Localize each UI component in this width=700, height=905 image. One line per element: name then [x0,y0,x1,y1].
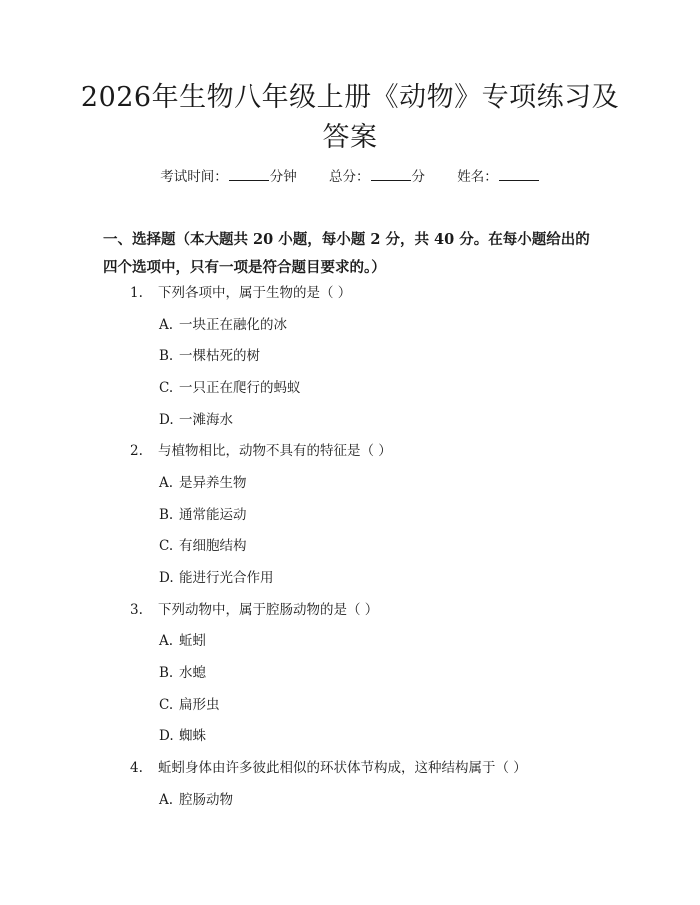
total-score-field [329,166,425,187]
section-heading: 一、选择题（本大题共 20 小题，每小题 2 分，共 40 分。在每小题给出的四个选项中，只有一项是符合题目要求的。） [103,231,590,276]
question-4 [130,758,527,778]
option-letter: B. [159,507,174,523]
question-3-option-b [159,663,206,683]
question-text: 下列各项中，属于生物的是（ ） [158,285,352,301]
total-score-blank [371,166,411,181]
question-1-option-c [159,378,301,398]
student-name-blank [499,166,539,181]
option-text: 扁形虫 [179,697,220,713]
student-name-field [457,166,540,187]
question-2 [130,441,392,461]
question-number: 2. [130,443,143,459]
option-letter: C. [159,538,174,554]
option-letter: C. [159,697,174,713]
option-letter: C. [159,380,174,396]
option-text: 有细胞结构 [179,538,247,554]
option-text: 一滩海水 [179,412,233,428]
student-name-label: 姓名： [457,169,498,185]
option-letter: B. [159,348,174,364]
question-1 [130,283,351,303]
exam-time-unit: 分钟 [269,169,297,185]
option-letter: D. [159,728,174,744]
option-text: 腔肠动物 [179,792,233,808]
option-letter: A. [159,792,174,808]
option-text: 通常能运动 [179,507,247,523]
option-text: 蜘蛛 [179,728,206,744]
exam-time-label: 考试时间： [160,169,228,185]
option-text: 蚯蚓 [179,633,206,649]
question-1-option-d [159,410,233,430]
question-2-option-c [159,536,247,556]
question-2-option-d [159,568,274,588]
option-letter: D. [159,412,174,428]
question-number: 3. [130,602,143,618]
question-text: 蚯蚓身体由许多彼此相似的环状体节构成，这种结构属于（ ） [158,760,527,776]
total-score-unit: 分 [411,169,425,185]
question-3-option-d [159,726,206,746]
option-text: 一只正在爬行的蚂蚁 [179,380,301,396]
question-2-option-b [159,505,247,525]
option-letter: A. [159,633,174,649]
question-2-option-a [159,473,247,493]
document-title: 2026年生物八年级上册《动物》专项练习及答案 [80,82,620,153]
option-letter: B. [159,665,174,681]
option-text: 水螅 [179,665,206,681]
option-letter: A. [159,317,174,333]
total-score-label: 总分： [329,169,370,185]
option-letter: D. [159,570,174,586]
option-text: 一块正在融化的冰 [179,317,287,333]
question-3 [130,600,378,620]
question-3-option-a [159,631,206,651]
option-text: 是异养生物 [179,475,247,491]
exam-info-line [0,166,700,187]
question-1-option-a [159,315,287,335]
question-number: 4. [130,760,143,776]
question-text: 下列动物中，属于腔肠动物的是（ ） [158,602,379,618]
question-text: 与植物相比，动物不具有的特征是（ ） [158,443,392,459]
exam-time-blank [229,166,269,181]
option-text: 一棵枯死的树 [179,348,260,364]
option-letter: A. [159,475,174,491]
question-4-option-a [159,790,233,810]
question-3-option-c [159,695,220,715]
question-number: 1. [130,285,143,301]
question-1-option-b [159,346,260,366]
exam-time-field [160,166,297,187]
option-text: 能进行光合作用 [179,570,274,586]
